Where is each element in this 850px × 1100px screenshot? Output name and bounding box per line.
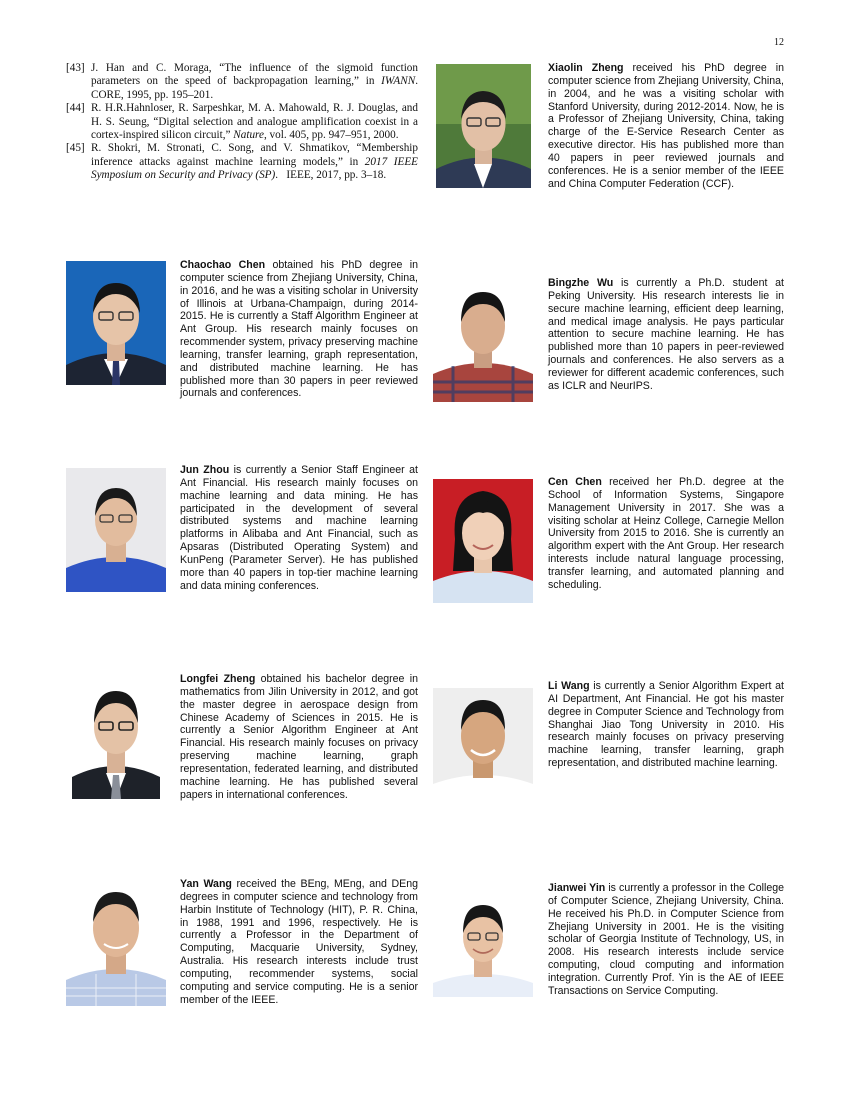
author-photo-jun-zhou xyxy=(66,468,166,592)
author-photo-cen-chen xyxy=(433,479,533,603)
author-bio: is currently a Senior Staff Engineer at Ant Financial. His research mainly focuses on machine learning and data mining. He has participated in the development of several distributed systems and machine learning platforms in Alibaba and Ant Financial, such as Apsaras (Distributed Operating System) and KunPeng (Parameter Server). He has published more than 40 papers in top-tier machine learning and data mining conferences. xyxy=(180,464,418,592)
bio-jun-zhou xyxy=(180,464,418,592)
author-bio: received her Ph.D. degree at the School of Information Systems, Singapore Management University in 2017. She was a visiting scholar at Heinz College, Carnegie Mellon University from 2015 to 2016. She is currently an algorithm expert with the Ant Group. Her research interests include natural language processing, transfer learning, and automated planning and scheduling. xyxy=(548,476,784,591)
reference-45 xyxy=(66,142,418,182)
author-name: Jun Zhou xyxy=(180,464,230,476)
reference-venue: Nature xyxy=(233,129,264,142)
author-name: Chaochao Chen xyxy=(180,259,266,271)
author-name: Xiaolin Zheng xyxy=(548,62,624,74)
author-bio: is currently a Ph.D. student at Peking University. His research interests lie in secure machine learning, efficient deep learning, and medical image analysis. He pays particular attention to secure machine learning. He has published more than 10 papers in peer-reviewed journals and conferences. He also servers as a reviewer for different academic conferences, such as ICLR and NeurIPS. xyxy=(548,277,784,392)
reference-text: R. Shokri, M. Stronati, C. Song, and V. Shmatikov, “Membership inference attacks against machine learning models,” in xyxy=(91,142,418,168)
bio-chaochao-chen xyxy=(180,259,418,400)
reference-number: [45] xyxy=(66,142,85,155)
author-photo-longfei-zheng xyxy=(66,675,166,799)
reference-43 xyxy=(66,62,418,102)
author-photo-bingzhe-wu xyxy=(433,278,533,402)
bio-li-wang xyxy=(548,680,784,770)
reference-venue: 2017 IEEE Symposium on Security and Privacy (SP) xyxy=(91,155,418,182)
author-name: Cen Chen xyxy=(548,476,602,488)
bio-xiaolin-zheng xyxy=(548,62,784,190)
reference-details: . IEEE, 2017, pp. 3–18. xyxy=(275,169,387,182)
author-name: Li Wang xyxy=(548,680,590,692)
bio-bingzhe-wu xyxy=(548,277,784,393)
bio-jianwei-yin xyxy=(548,882,784,998)
author-bio: received his PhD degree in computer science from Zhejiang University, China, in 2004, and he was a visiting scholar with Stanford University, during 2012-2014. Now, he is a Professor of Zhejiang University, China, taking charge of the E-Service Research Center as executive director. His has published more than 40 papers in peer reviewed journals and conferences. He is a senior member of the IEEE and China Computer Federation (CCF). xyxy=(548,62,784,190)
reference-venue: IWANN xyxy=(381,75,416,88)
reference-number: [43] xyxy=(66,62,85,74)
page-number: 12 xyxy=(774,37,784,48)
author-bio: obtained his PhD degree in computer science from Zhejiang University, China, in 2016, and he was a visiting scholar in University of Illinois at Urbana-Champaign, during 2014-2015. He is currently a Staff Algorithm Engineer at Ant Group. His research mainly focuses on recommender system, privacy preserving machine learning, transfer learning, graph representation, and distributed machine learning. He has published more than 30 papers in peer reviewed journals and conferences. xyxy=(180,259,418,400)
author-name: Bingzhe Wu xyxy=(548,277,614,289)
author-name: Yan Wang xyxy=(180,878,232,890)
reference-text: R. H.R.Hahnloser, R. Sarpeshkar, M. A. Mahowald, R. J. Douglas, and H. S. Seung, “Digital selection and analogue amplification coexist in a cortex-inspired silicon circuit,” xyxy=(91,102,418,142)
author-photo-chaochao-chen xyxy=(66,261,166,385)
reference-details: . CORE, 1995, pp. 195–201. xyxy=(91,75,418,101)
author-photo-yan-wang xyxy=(66,882,166,1006)
bio-longfei-zheng xyxy=(180,673,418,801)
author-bio: is currently a Senior Algorithm Expert at AI Department, Ant Financial. He got his master degree in Computer Science and Technology from Shanghai Jiao Tong University in 2010. His research mainly focuses on privacy preserving machine learning, transfer learning, graph representation, and distributed machine learning. xyxy=(548,680,784,770)
bio-yan-wang xyxy=(180,878,418,1006)
references-list xyxy=(66,62,418,183)
author-bio: obtained his bachelor degree in mathematics from Jilin University in 2012, and got the master degree in aerospace design from Chinese Academy of Sciences in 2015. He is currently a Senior Algorithm Engineer at Ant Financial. His research mainly focuses on privacy preserving machine learning, graph representation, federated learning, and distributed machine learning. He has published several papers in international conferences. xyxy=(180,673,418,801)
reference-text: J. Han and C. Moraga, “The influence of the sigmoid function parameters on the speed of backpropagation learning,” in xyxy=(91,62,418,88)
reference-number: [44] xyxy=(66,102,85,115)
reference-details: , vol. 405, pp. 947–951, 2000. xyxy=(263,129,399,142)
author-name: Longfei Zheng xyxy=(180,673,256,685)
author-photo-li-wang xyxy=(433,688,533,798)
reference-44 xyxy=(66,102,418,142)
bio-cen-chen xyxy=(548,476,784,592)
author-photo-jianwei-yin xyxy=(433,897,533,997)
author-name: Jianwei Yin xyxy=(548,882,606,894)
author-photo-xiaolin-zheng xyxy=(436,64,531,188)
author-bio: received the BEng, MEng, and DEng degrees in computer science and technology from Harbin Institute of Technology (HIT), P. R. China, in 1988, 1991 and 1996, respectively. He is currently a Professor in the Department of Computing, Macquarie University, Sydney, Australia. His research interests include trust computing, recommender systems, social computing and service computing. He is a senior member of the IEEE. xyxy=(180,878,418,1006)
author-bio: is currently a professor in the College of Computer Science, Zhejiang University, China. He received his Ph.D. in Computer Science from Zhejiang University in 2001. He is the visiting scholar of Georgia Institute of Technology, US, in 2008. His research interests include service computing, cloud computing and information integration. Currently Prof. Yin is the AE of IEEE Transactions on Service Computing. xyxy=(548,882,784,997)
